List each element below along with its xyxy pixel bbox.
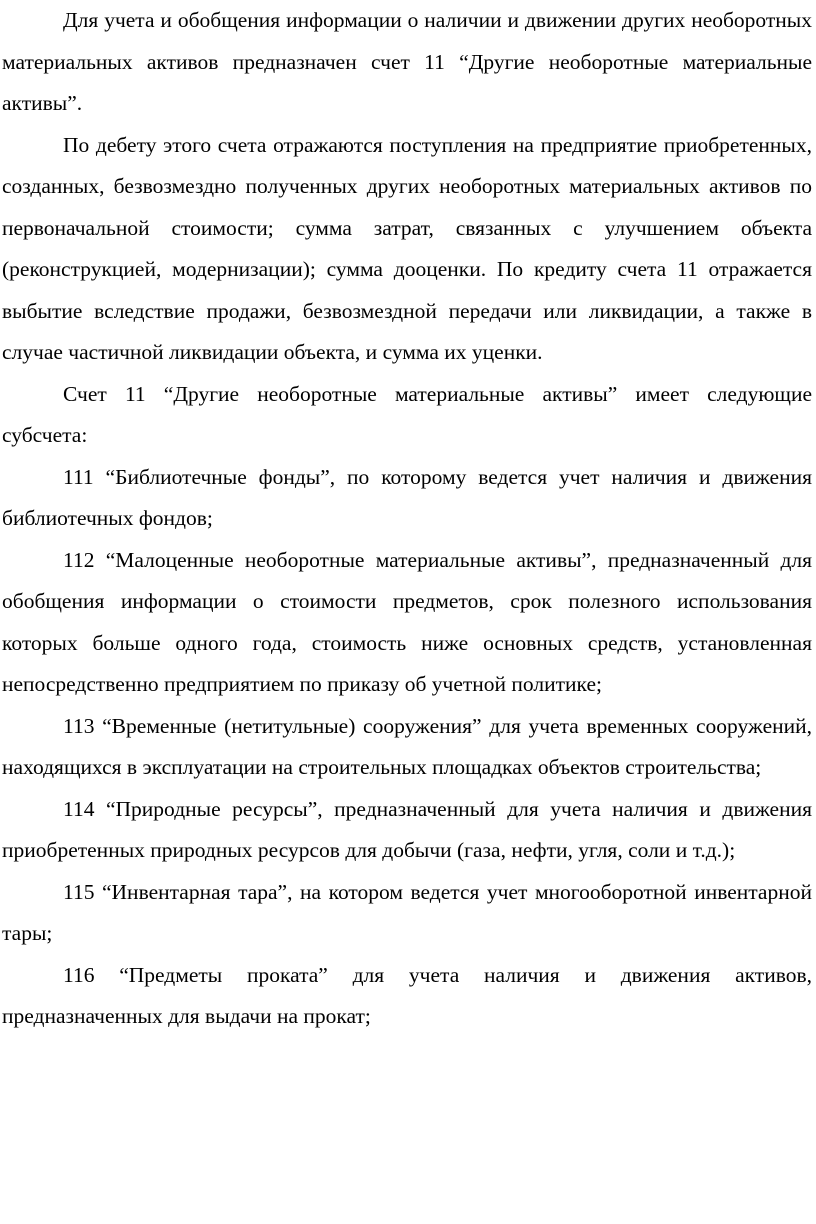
paragraph-subaccount-111: 111 “Библиотечные фонды”, по которому ведется учет наличия и движения библиотечных фондов;: [2, 464, 812, 530]
paragraph-subaccount-114: 114 “Природные ресурсы”, предназначенный для учета наличия и движения приобретенных природных ресурсов для добычи (газа, нефти, угля, соли и т.д.);: [2, 796, 812, 862]
paragraph-subaccounts-heading: Счет 11 “Другие необоротные материальные активы” имеет следующие субсчета:: [2, 381, 812, 447]
paragraph-debit-credit: По дебету этого счета отражаются поступления на предприятие приобретенных, созданных, безвозмездно полученных других необоротных материальных активов по первоначальной стоимости; сумма затрат, связанных с улучшением объекта (реконструкцией, модернизации); сумма дооценки. По кредиту счета 11 отражается выбытие вследствие продажи, безвозмездной передачи или ликвидации, а также в случае частичной ликвидации объекта, и сумма их уценки.: [2, 132, 812, 364]
paragraph-subaccount-116: 116 “Предметы проката” для учета наличия и движения активов, предназначенных для выдачи на прокат;: [2, 962, 812, 1028]
paragraph-intro: Для учета и обобщения информации о наличии и движении других необоротных материальных активов предназначен счет 11 “Другие необоротные материальные активы”.: [2, 8, 812, 115]
paragraph-subaccount-112: 112 “Малоценные необоротные материальные активы”, предназначенный для обобщения информации о стоимости предметов, срок полезного использования которых больше одного года, стоимость ниже основных средств, установленная непосредственно предприятием по приказу об учетной политике;: [2, 547, 812, 696]
paragraph-subaccount-115: 115 “Инвентарная тара”, на котором ведется учет многооборотной инвентарной тары;: [2, 879, 812, 945]
paragraph-subaccount-113: 113 “Временные (нетитульные) сооружения” для учета временных сооружений, находящихся в эксплуатации на строительных площадках объектов строительства;: [2, 713, 812, 779]
